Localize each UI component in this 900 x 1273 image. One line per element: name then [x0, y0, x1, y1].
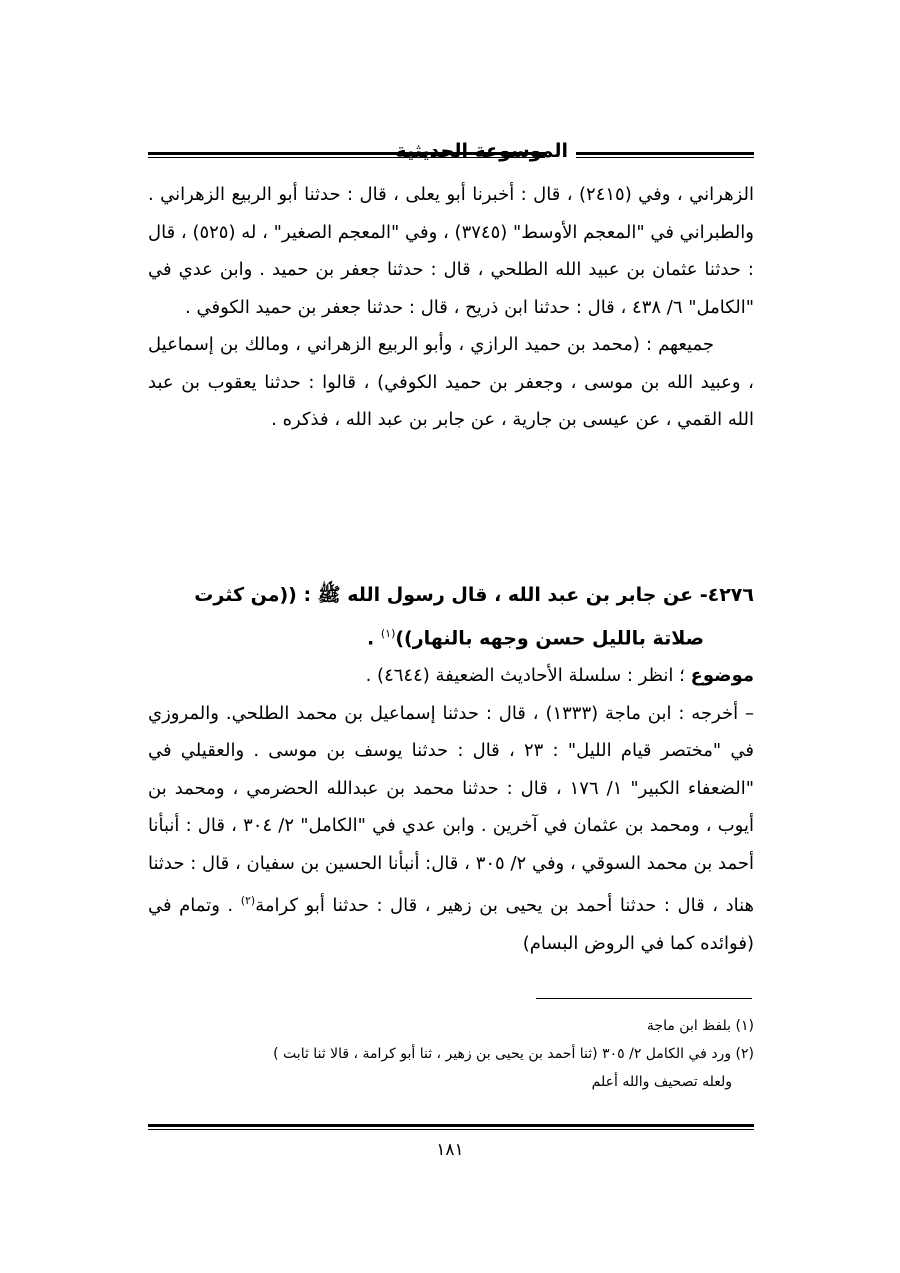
grading [148, 657, 754, 695]
header-title: الموسوعة الحديثية [395, 140, 568, 162]
hadith-block [148, 577, 754, 962]
hadith-line-2-wrap [148, 615, 754, 658]
body-text [148, 176, 754, 439]
footnote-ref-1: (١) [380, 626, 396, 640]
page-number: ١٨١ [436, 1140, 464, 1160]
takhrij-end: . وتمام في (فوائده كما في الروض البسام) [148, 895, 754, 954]
footnote-2-line-1: (٢) ورد في الكامل ٢/ ٣٠٥ (ثنا أحمد بن يحيى بن زهير ، ثنا أبو كرامة ، قالا ثنا ثابت ) [273, 1046, 754, 1062]
takhrij-main: – أخرجه : ابن ماجة (١٣٣٣) ، قال : حدثنا إسماعيل بن محمد الطلحي. والمروزي في "مختصر قيام الليل" : ٢٣ ، قال : حدثنا يوسف بن موسى . والعقيلي في "الضعفاء الكبير" ١/ ١٧٦ ، قال : حدثنا محمد بن عبدالله الحضرمي ، ومحمد بن أيوب ، ومحمد بن عثمان في آخرين . وابن عدي في "الكامل" ٢/ ٣٠٤ ، قال : أنبأنا أحمد بن محمد السوقي ، وفي ٢/ ٣٠٥ ، قال: أنبأنا الحسين بن سفيان ، قال : حدثنا هناد ، قال : حدثنا أحمد بن يحيى بن زهير ، قال : حدثنا أبو كرامة [148, 702, 755, 917]
grading-label: موضوع [690, 665, 754, 687]
takhrij [148, 695, 754, 963]
footnote-2-line-2: ولعله تصحيف والله أعلم [591, 1074, 732, 1090]
header-rule-left [148, 152, 545, 158]
paragraph-2: جميعهم : (محمد بن حميد الرازي ، وأبو الربيع الزهراني ، ومالك بن إسماعيل ، وعبيد الله بن موسى ، وجعفر بن حميد الكوفي) ، قالوا : حدثنا يعقوب بن عبد الله القمي ، عن عيسى بن جارية ، عن جابر بن عبد الله ، فذكره . [148, 334, 754, 430]
footnotes [148, 1012, 754, 1096]
hadith-line-1: ٤٢٧٦- عن جابر بن عبد الله ، قال رسول الله ﷺ : ((من كثرت [194, 584, 754, 606]
grading-text: ؛ انظر : سلسلة الأحاديث الضعيفة (٤٦٤٤) . [365, 665, 685, 687]
footnote-1: (١) بلفظ ابن ماجة [646, 1018, 754, 1034]
paragraph-1: الزهراني ، وفي (٢٤١٥) ، قال : أخبرنا أبو يعلى ، قال : حدثنا أبو الربيع الزهراني . والطبراني في "المعجم الأوسط" (٣٧٤٥) ، وفي "المعجم الصغير" ، له (٥٢٥) ، قال : حدثنا عثمان بن عبيد الله الطلحي ، قال : حدثنا جعفر بن حميد . وابن عدي في "الكامل" ٦/ ٤٣٨ ، قال : حدثنا ابن ذريح ، قال : حدثنا جعفر بن حميد الكوفي . [148, 184, 755, 318]
hadith-text [148, 577, 754, 657]
footnote-separator [536, 998, 752, 999]
bottom-rule [148, 1124, 754, 1130]
header-rule-right [576, 152, 754, 158]
hadith-line-2: صلاتة بالليل حسن وجهه بالنهار)) [395, 626, 704, 649]
footnote-ref-2: (٢) [240, 894, 256, 908]
running-header [148, 140, 754, 168]
hadith-line-2-end: . [367, 626, 381, 649]
